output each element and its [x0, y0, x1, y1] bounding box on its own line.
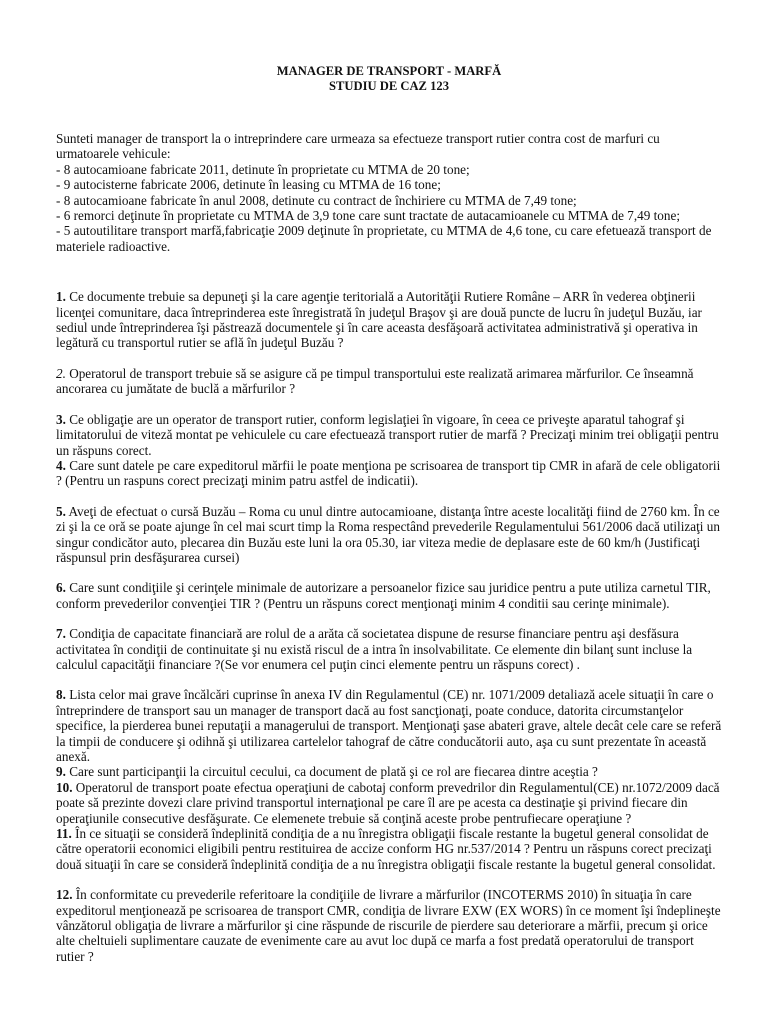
title-block [56, 64, 722, 94]
question-text: Condiţia de capacitate financiară are rolul de a arăta că societatea dispune de resurse financiare pentru aşi desfăsura activitatea în condiţii de continuitate şi nu există riscul de a intra în insolvabilitate. Ce elemente din bilanţ sunt incluse la calculul capacităţii financiare ?(Se vor enumera cel puţin cinci elemente pentru un răspuns corect) . [56, 626, 693, 672]
question-number: 11. [56, 826, 72, 842]
question-text: Aveţi de efectuat o cursă Buzău – Roma cu unul dintre autocamioane, distanţa între aceste localităţi fiind de 2760 km. În ce zi şi la ce oră se poate ajunge în cel mai scurt timp la Roma respectând prevederile Regulamentului 561/2006 dacă utilizaţi un singur condicător auto, plecarea din Buzău este luni la ora 05.30, iar viteza medie de deplasare este de 60 km/h (Justificaţi răspunsul prin desfăşurarea cursei) [56, 503, 720, 565]
question-number: 10. [56, 779, 73, 795]
question-text: Care sunt participanţii la circuitul cecului, ca document de plată şi ce rol are fiecarea dintre aceştia ? [65, 764, 598, 780]
question-7 [56, 626, 722, 672]
question-text: Operatorul de transport trebuie să se asigure că pe timpul transportului este realizată arimarea mărfurilor. Ce înseamnă ancorarea cu jumătate de buclă a mărfurilor ? [56, 365, 694, 397]
question-text: Lista celor mai grave încălcări cuprinse în anexa IV din Regulamentul (CE) nr. 1071/2009 detaliază acele situaţii în care o întreprindere de transport sau un manager de transport dacă au fost sancţionaţi, poate conduce, datorita circumstanţelor specifice, la pierderea bunei reputaţii a managerului de transport. Menţionaţi şase abateri grave, altele decât cele care se referă la timpii de conducere şi odihnă şi utilizarea cartelelor tahograf de către conducătorii auto, aşa cu sunt prezentate în această anexă. [56, 687, 722, 764]
question-9 [56, 764, 722, 779]
question-12 [56, 887, 722, 964]
vehicle-list-item: - 5 autoutilitare transport marfă,fabricaţie 2009 deţinute în proprietate, cu MTMA de 4,6 tone, cu care efetuează transport de materiele radioactive. [56, 223, 712, 254]
question-4 [56, 458, 722, 489]
question-number: 4. [56, 457, 66, 473]
question-number: 3. [56, 411, 66, 427]
question-5 [56, 504, 722, 566]
vehicle-list-item: - 9 autocisterne fabricate 2006, detinute în leasing cu MTMA de 16 tone; [56, 177, 441, 193]
question-text: Ce documente trebuie sa depuneţi şi la care agenţie teritorială a Autorităţii Rutiere Române – ARR în vederea obţinerii licenţei comunitare, daca întreprinderea este înregistrată în judeţul Braşov şi are două puncte de lucru în judeţul Buzău, iar sediul unde întreprinderea îşi păstrează documentele şi în care aceasta desfăşoară activitatea administrativă şi operativa in legătură cu transportul rutier se află în judeţul Buzău ? [56, 289, 702, 351]
question-6 [56, 580, 722, 611]
question-number: 1. [56, 289, 66, 305]
question-8 [56, 687, 722, 764]
vehicle-list-item: - 6 remorci deţinute în proprietate cu MTMA de 3,9 tone care sunt tractate de autacamioanele cu MTMA de 7,49 tone; [56, 208, 680, 224]
question-3 [56, 412, 722, 458]
question-text: În conformitate cu prevederile referitoare la condiţiile de livrare a mărfurilor (INCOTERMS 2010) în situaţia în care expeditorul menţionează pe scrisoarea de transport CMR, condiţia de livrare EXW (EX WORS) în ce moment îşi îndeplineşte vânzătorul obligaţia de livrare a mărfurilor şi cine răspunde de riscurile de pierdere sau deteriorare a mărfii, precum şi orice alte cheltuieli suplimentare cauzate de evenimente care au avut loc după ce marfa a fost predată operatorului de transport rutier ? [56, 887, 721, 964]
question-number: 9. [56, 764, 66, 780]
question-1 [56, 289, 722, 351]
question-number: 7. [56, 626, 66, 642]
question-10 [56, 780, 722, 826]
question-number: 5. [56, 503, 66, 519]
intro-section [56, 131, 722, 254]
question-text: În ce situaţii se consideră îndeplinită condiţia de a nu înregistra obligaţii fiscale restante la bugetul general consolidat de către operatorii economici eligibili pentru restituirea de accize conform HG nr.537/2014 ? Pentru un răspuns corect precizaţi două situaţii în care se consideră îndeplinită condiţia de a nu înregistra obligaţii fiscale restante la bugetul general consolidat. [56, 826, 716, 872]
vehicle-list-item: - 8 autocamioane fabricate în anul 2008, detinute cu contract de închiriere cu MTMA de 7,49 tone; [56, 192, 577, 208]
document-title: MANAGER DE TRANSPORT - MARFĂ [276, 64, 502, 78]
question-text: Ce obligaţie are un operator de transport rutier, conform legislaţiei în vigoare, în ceea ce priveşte aparatul tahograf şi limitatorului de viteză montat pe vehiculele cu care efectuează transport rutier de marfă ? Precizaţi minim trei obligaţii pentru un răspuns corect. [56, 411, 719, 458]
question-number: 12. [56, 887, 73, 903]
question-number: 8. [56, 687, 66, 703]
question-2 [56, 366, 722, 397]
intro-paragraph: Sunteti manager de transport la o intreprindere care urmeaza sa efectueze transport rutier contra cost de marfuri cu urmatoarele vehicule: [56, 131, 660, 162]
document-subtitle: STUDIU DE CAZ 123 [328, 79, 449, 93]
question-number: 2. [56, 365, 66, 381]
question-text: Operatorul de transport poate efectua operaţiuni de cabotaj conform prevedrilor din Regulamentul(CE) nr.1072/2009 dacă poate să prezinte dovezi clare privind transportul internaţional pe care îl are pe acesta ca destinaţie şi privind fiecare din operaţiunile consecutive desfăşurate. Ce elemenete trebuie să conţină aceste probe pentrufiecare operaţiune ? [56, 779, 720, 826]
question-text: Care sunt datele pe care expeditorul mărfii le poate menţiona pe scrisoarea de transport tip CMR in afară de cele obligatorii ? (Pentru un raspuns corect precizaţi minim patru astfel de indicatii). [56, 457, 721, 489]
question-11 [56, 826, 722, 872]
question-number: 6. [56, 580, 66, 596]
vehicle-list-item: - 8 autocamioane fabricate 2011, detinute în proprietate cu MTMA de 20 tone; [56, 161, 470, 177]
question-text: Care sunt condiţiile şi cerinţele minimale de autorizare a persoanelor fizice sau juridice pentru a pute utiliza carnetul TIR, conform prevederilor convenţiei TIR ? (Pentru un răspuns corect menţionaţi minim 4 conditii sau cerinţe minimale). [56, 580, 711, 611]
